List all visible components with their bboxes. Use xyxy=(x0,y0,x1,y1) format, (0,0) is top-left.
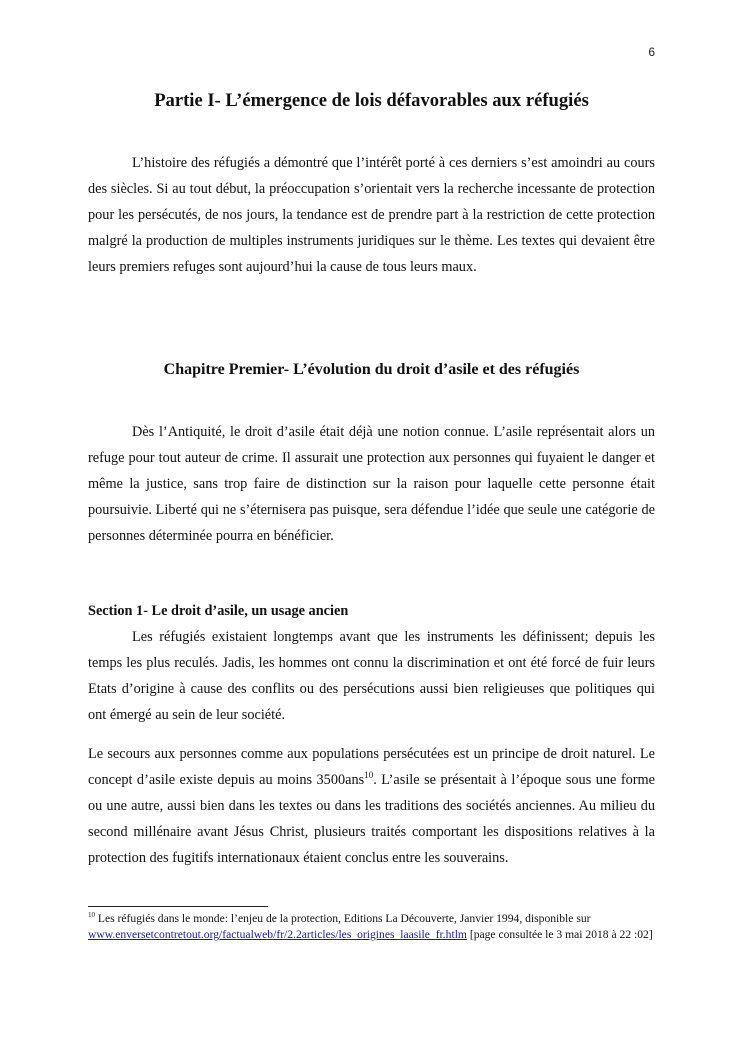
intro-paragraph: L’histoire des réfugiés a démontré que l’intérêt porté à ces derniers s’est amoindri au cours des siècles. Si au tout début, la préoccupation s’orientait vers la recherche incessante de protection pour les persécutés, de nos jours, la tendance est de prendre part à la restriction de cette protection malgré la production de multiples instruments juridiques sur le thème. Les textes qui devaient être leurs premiers refuges sont aujourd’hui la cause de tous leurs maux. xyxy=(88,155,655,275)
section-paragraph-2 xyxy=(88,741,655,871)
section-title: Section 1- Le droit d’asile, un usage ancien xyxy=(88,603,349,619)
footnote-link[interactable]: www.enversetcontretout.org/factualweb/fr/2.2articles/les_origines_laasile_fr.htlm xyxy=(88,928,467,941)
paragraph-text-before-note: Le secours aux personnes comme aux populations persécutées est un principe de droit naturel. Le concept d’asile existe depuis au moins 3500ans xyxy=(88,746,655,788)
footnote xyxy=(88,911,655,943)
part-title: Partie I- L’émergence de lois défavorables aux réfugiés xyxy=(154,90,589,111)
paragraph-text-after-note: . L’asile se présentait à l’époque sous une forme ou une autre, aussi bien dans les textes ou dans les traditions des sociétés anciennes. Au milieu du second millénaire avant Jésus Christ, plusieurs traités comportant les dispositions relatives à la protection des fugitifs internationaux étaient conclus entre les souverains. xyxy=(88,772,655,866)
chapter-title: Chapitre Premier- L’évolution du droit d’asile et des réfugiés xyxy=(163,361,580,378)
chapter-paragraph: Dès l’Antiquité, le droit d’asile était déjà une notion connue. L’asile représentait alors un refuge pour tout auteur de crime. Il assurait une protection aux personnes qui fuyaient le danger et même la justice, sans trop faire de distinction sur la raison pour laquelle cette personne était poursuivie. Liberté qui ne s’éternisera pas puisque, sera défendue l’idée que seule une catégorie de personnes déterminée pourra en bénéficier. xyxy=(88,424,655,544)
footnote-reference[interactable]: 10 xyxy=(364,770,374,781)
footnote-text: Les réfugiés dans le monde: l’enjeu de la protection, Editions La Découverte, Janvier 1994, disponible sur xyxy=(95,912,591,925)
footnote-number: 10 xyxy=(88,911,95,920)
section-paragraph-1: Les réfugiés existaient longtemps avant que les instruments les définissent; depuis les temps les plus reculés. Jadis, les hommes ont connu la discrimination et ont été forcé de fuir leurs Etats d’origine à cause des conflits ou des persécutions aussi bien religieuses que politiques qui ont émergé au sein de leur société. xyxy=(88,629,655,723)
footnote-separator xyxy=(88,906,268,907)
page-number: 6 xyxy=(648,45,655,59)
footnote-access-date: [page consultée le 3 mai 2018 à 22 :02] xyxy=(466,928,653,941)
